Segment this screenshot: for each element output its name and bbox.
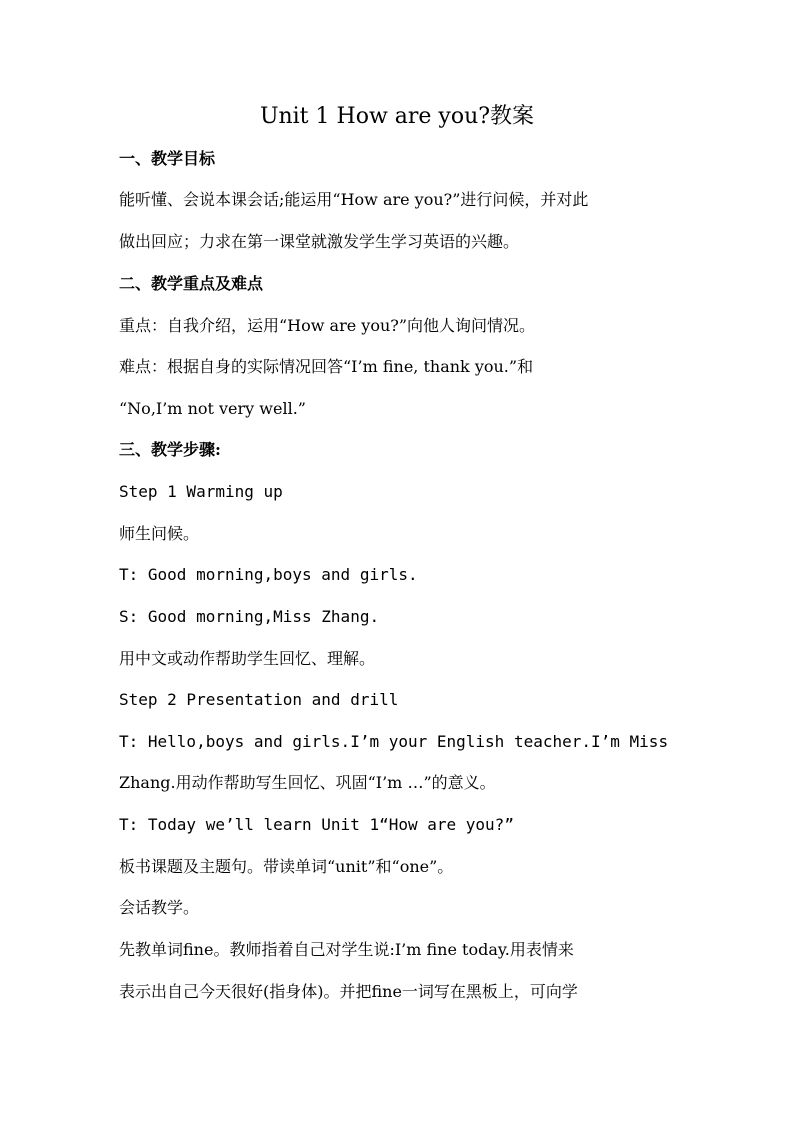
step-2-text-line-3: T: Today we’ll learn Unit 1“How are you?” xyxy=(119,815,514,834)
section-heading-key-points: 二、教学重点及难点 xyxy=(119,274,264,293)
objectives-text-line-2: 做出回应；力求在第一课堂就激发学生学习英语的兴趣。 xyxy=(119,232,520,251)
step-2-text-line-5: 会话教学。 xyxy=(119,898,200,917)
step-2-heading: Step 2 Presentation and drill xyxy=(119,690,399,709)
step-2-text-line-4: 板书课题及主题句。带读单词“unit”和“one”。 xyxy=(119,857,454,876)
step-2-text-line-6: 先教单词fine。教师指着自己对学生说:I’m fine today.用表情来 xyxy=(119,940,574,959)
key-point-text: 重点：自我介绍，运用“How are you?”向他人询问情况。 xyxy=(119,316,536,335)
step-1-text-1: 师生问候。 xyxy=(119,524,200,543)
step-2-text-line-1: T: Hello,boys and girls.I’m your English teacher.I’m Miss xyxy=(119,732,669,751)
step-1-heading: Step 1 Warming up xyxy=(119,482,283,501)
step-2-text-line-2: Zhang.用动作帮助写生回忆、巩固“I’m …”的意义。 xyxy=(119,773,496,792)
section-heading-steps: 三、教学步骤: xyxy=(119,440,221,459)
step-2-text-line-7: 表示出自己今天很好(指身体)。并把fine一词写在黑板上，可向学 xyxy=(119,982,578,1001)
section-heading-objectives: 一、教学目标 xyxy=(119,149,216,168)
dialogue-line-teacher: T: Good morning,boys and girls. xyxy=(119,565,418,584)
dialogue-line-student: S: Good morning,Miss Zhang. xyxy=(119,607,380,626)
document-title: Unit 1 How are you?教案 xyxy=(259,104,535,129)
difficulty-text-line-1: 难点：根据自身的实际情况回答“I’m fine, thank you.”和 xyxy=(119,357,534,376)
objectives-text-line-1: 能听懂、会说本课会话;能运用“How are you?”进行问候，并对此 xyxy=(119,190,589,209)
difficulty-text-line-2: “No,I’m not very well.” xyxy=(119,399,306,418)
step-1-text-2: 用中文或动作帮助学生回忆、理解。 xyxy=(119,649,376,668)
